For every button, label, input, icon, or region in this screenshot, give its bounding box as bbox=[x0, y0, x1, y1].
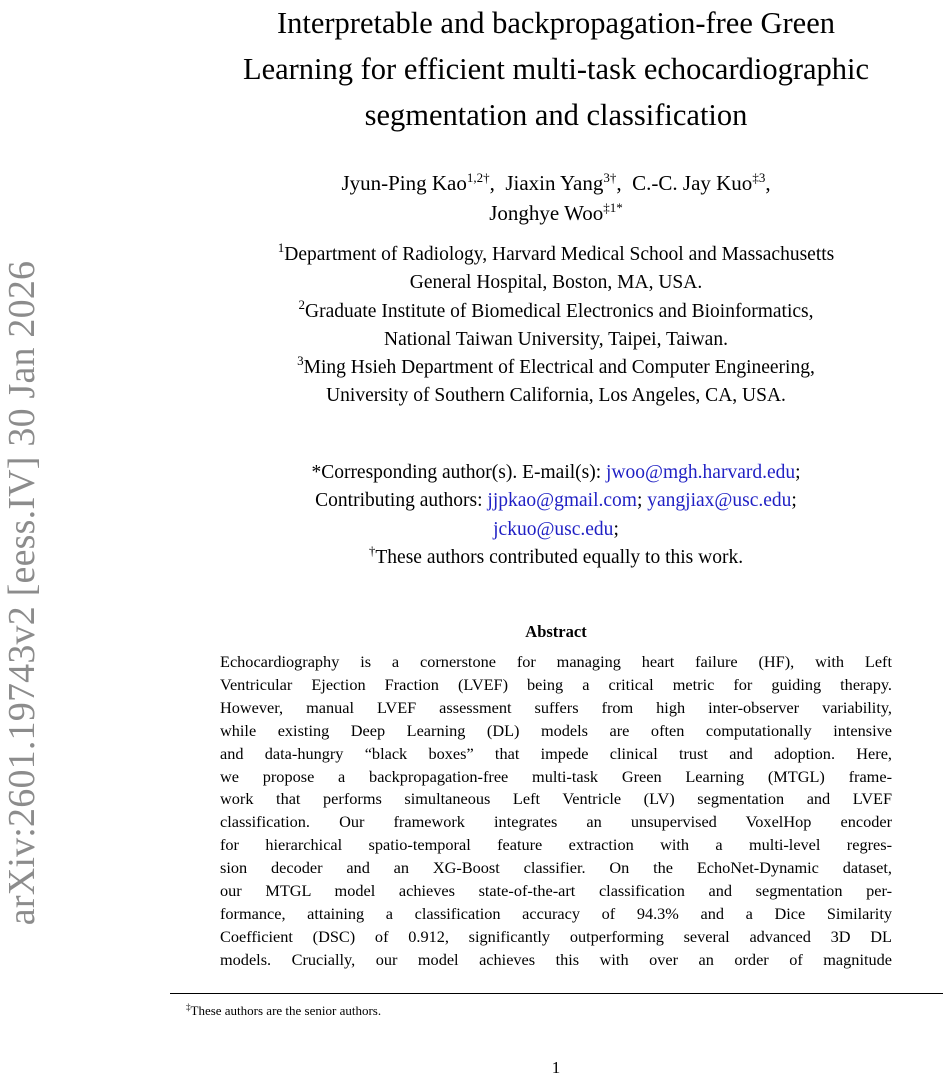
abstract-line: Ventricular Ejection Fraction (LVEF) being a critical metric for guiding therapy. bbox=[220, 674, 892, 694]
abstract-line: our MTGL model achieves state-of-the-art classification and segmentation per- bbox=[220, 881, 892, 901]
abstract-line: sion decoder and an XG-Boost classifier. On the EchoNet-Dynamic dataset, bbox=[220, 858, 892, 878]
author-name: C.-C. Jay Kuo bbox=[632, 171, 753, 195]
abstract-heading: Abstract bbox=[525, 622, 587, 641]
double-dagger-mark: ‡ bbox=[186, 1002, 191, 1012]
affiliations bbox=[170, 241, 942, 411]
email-link-contributor[interactable]: jjpkao@gmail.com bbox=[487, 490, 637, 512]
author-line-1: Jyun-Ping Kao$^{1,2\dagger}$, Jiaxin Yang$^{3\dagger}$, C.-C. Jay Kuo$^{\ddagger 3}$, bbox=[341, 170, 771, 195]
author-name: Jyun-Ping Kao bbox=[341, 171, 467, 195]
contributing-authors-line: jckuo@usc.edu; bbox=[493, 518, 619, 540]
abstract-line: work that performs simultaneous Left Ventricle (LV) segmentation and LVEF bbox=[220, 789, 892, 809]
abstract-line: for hierarchical spatio-temporal feature extraction with a multi-level regres- bbox=[220, 835, 892, 855]
abstract-line: while existing Deep Learning (DL) models are often computationally intensive bbox=[220, 720, 892, 740]
affiliation-line: $^3$Ming Hsieh Department of Electrical and Computer Engineering, bbox=[297, 353, 815, 379]
affiliation-line: National Taiwan University, Taipei, Taiwan. bbox=[384, 328, 728, 350]
email-link-corresponding[interactable]: jwoo@mgh.harvard.edu bbox=[606, 462, 796, 483]
corresponding-author-line: *Corresponding author(s). E-mail(s): jwoo@mgh.harvard.edu; bbox=[311, 462, 801, 483]
footnote: ‡These authors are the senior authors. bbox=[186, 1002, 382, 1018]
author-name: Jiaxin Yang bbox=[505, 171, 604, 195]
dagger-mark: † bbox=[368, 542, 376, 558]
paper-title bbox=[170, 0, 942, 138]
abstract-line: and data-hungry “black boxes” that impede clinical trust and adoption. Here, bbox=[220, 743, 892, 763]
abstract-line: Coefficient (DSC) of 0.912, significantly outperforming several advanced 3D DL bbox=[220, 926, 892, 946]
author-affil-sup: ‡1* bbox=[603, 200, 623, 215]
abstract-body bbox=[220, 651, 892, 972]
arxiv-sidebar bbox=[0, 220, 44, 965]
page-number: 1 bbox=[551, 1058, 561, 1077]
equal-contribution-note: †These authors contributed equally to this work. bbox=[368, 542, 744, 568]
author-line-2 bbox=[170, 198, 942, 228]
abstract-line: formance, attaining a classification accuracy of 94.3% and a Dice Similarity bbox=[220, 903, 892, 923]
title-line: Interpretable and backpropagation-free Green bbox=[276, 6, 835, 40]
author-list bbox=[170, 168, 942, 228]
author-name: Jonghye Woo bbox=[489, 201, 604, 225]
email-link-contributor[interactable]: yangjiax@usc.edu bbox=[647, 490, 792, 512]
correspondence-block bbox=[170, 459, 942, 572]
abstract-line: Echocardiography is a cornerstone for managing heart failure (HF), with Left bbox=[220, 652, 892, 671]
title-line: Learning for efficient multi-task echocardiographic bbox=[242, 52, 870, 86]
author-affil-sup: 3† bbox=[603, 170, 617, 185]
abstract-line: classification. Our framework integrates an unsupervised VoxelHop encoder bbox=[220, 812, 892, 832]
contributing-authors-line: Contributing authors: jjpkao@gmail.com; yangjiax@usc.edu; bbox=[315, 490, 797, 512]
abstract-line: models. Crucially, our model achieves this with over an order of magnitude bbox=[220, 949, 892, 969]
footnote-divider bbox=[170, 993, 943, 994]
arxiv-identifier: arXiv:2601.19743v2 [eess.IV] 30 Jan 2026 bbox=[1, 260, 44, 925]
abstract-line: However, manual LVEF assessment suffers from high inter-observer variability, bbox=[220, 697, 892, 717]
affiliation-line: $^1$Department of Radiology, Harvard Medical School and Massachusetts bbox=[277, 240, 835, 265]
title-line: segmentation and classification bbox=[364, 98, 748, 132]
email-link-contributor[interactable]: jckuo@usc.edu bbox=[493, 518, 614, 540]
author-affil-sup: ‡3 bbox=[752, 170, 766, 185]
abstract-line: we propose a backpropagation-free multi-task Green Learning (MTGL) frame- bbox=[220, 766, 892, 786]
affiliation-line: General Hospital, Boston, MA, USA. bbox=[409, 272, 703, 294]
affiliation-line: University of Southern California, Los Angeles, CA, USA. bbox=[326, 385, 786, 407]
affiliation-line: $^2$Graduate Institute of Biomedical Electronics and Bioinformatics, bbox=[298, 296, 814, 322]
author-affil-sup: 1,2† bbox=[466, 170, 490, 185]
